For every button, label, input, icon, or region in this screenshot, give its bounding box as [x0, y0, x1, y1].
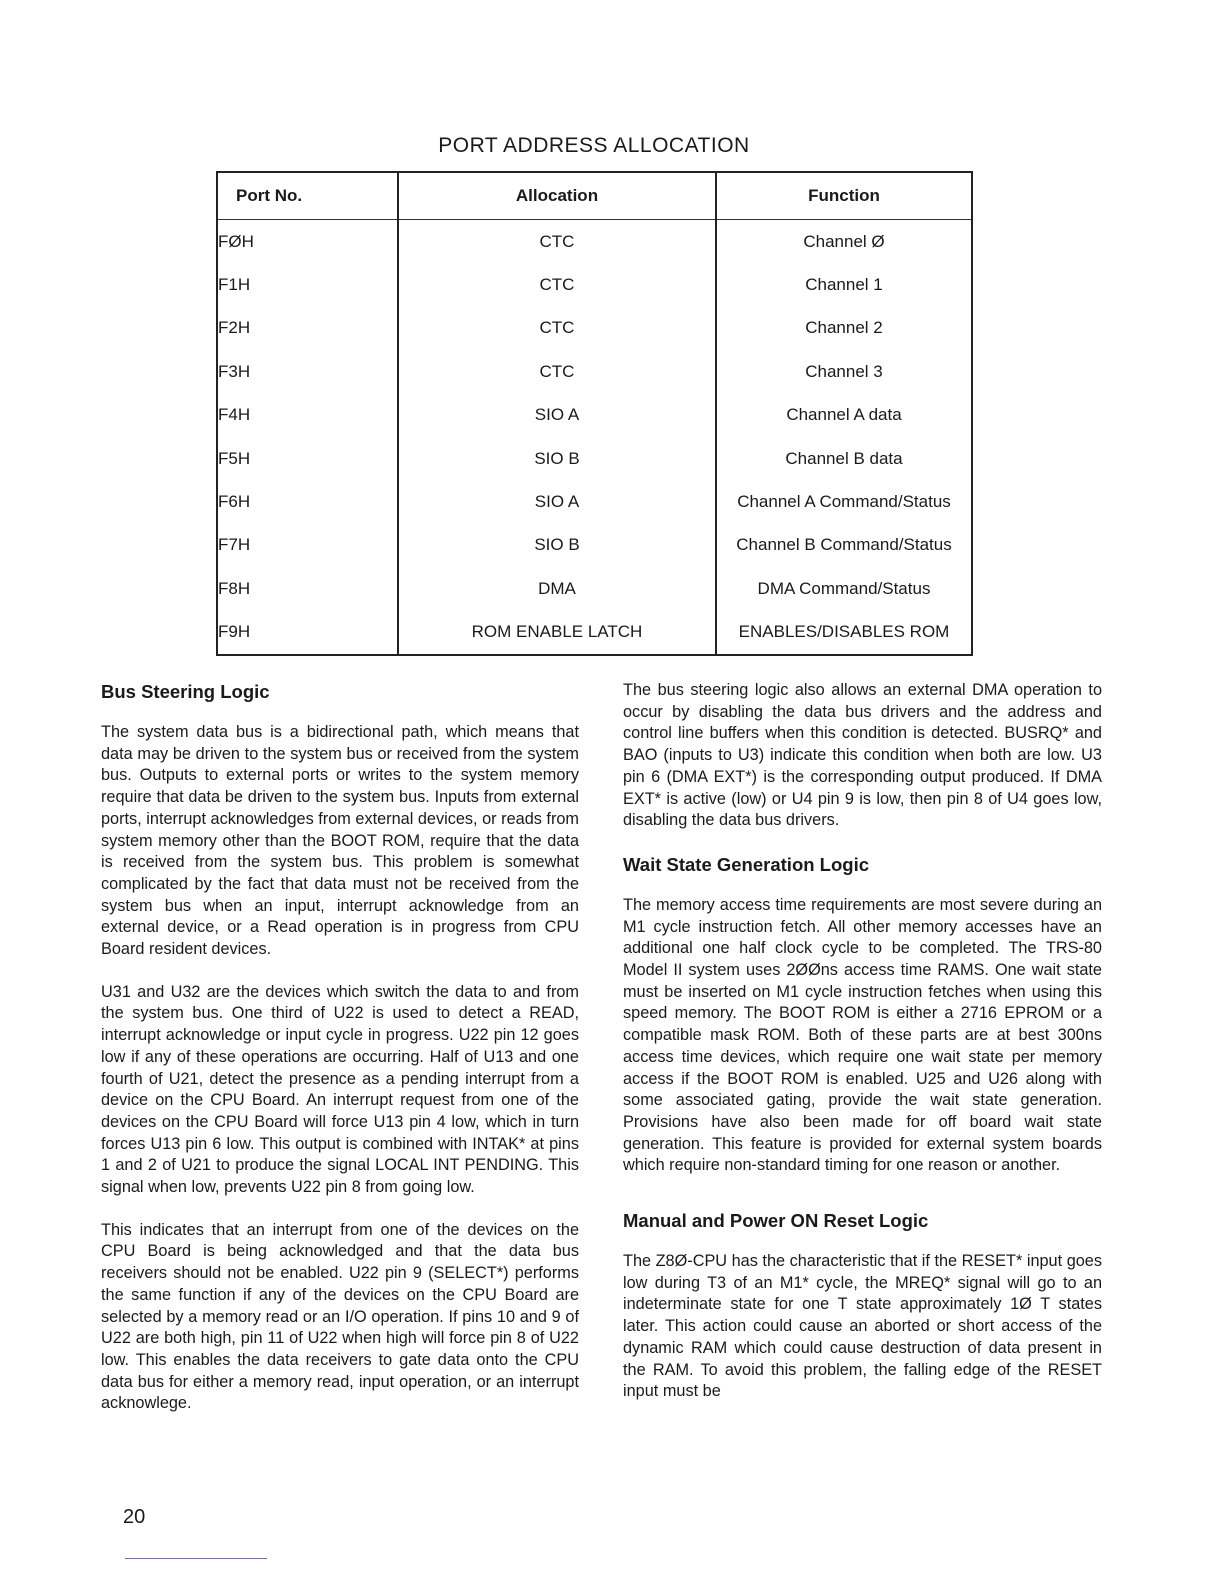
table-title: PORT ADDRESS ALLOCATION: [438, 134, 750, 157]
port-cell: F6H: [217, 480, 398, 523]
port-cell: F8H: [217, 567, 398, 610]
port-cell: F4H: [217, 394, 398, 437]
table-row: [217, 480, 972, 523]
allocation-cell: ROM ENABLE LATCH: [398, 611, 716, 655]
function-cell: Channel A Command/Status: [716, 480, 972, 523]
header-allocation: Allocation: [398, 172, 716, 220]
table-row: [217, 437, 972, 480]
function-cell: Channel Ø: [716, 220, 972, 264]
port-cell: F2H: [217, 307, 398, 350]
paragraph: This indicates that an interrupt from one of the devices on the CPU Board is being acknowledged and that the data bus receivers should not be enabled. U22 pin 9 (SELECT*) performs the same function if any of the devices on the CPU Board are selected by a memory read or an I/O operation. If pins 10 and 9 of U22 are both high, pin 11 of U22 when high will force pin 8 of U22 low. This enables the data receivers to gate data onto the CPU data bus for either a memory read, input operation, or an interrupt acknowlege.: [101, 1220, 579, 1413]
function-cell: ENABLES/DISABLES ROM: [716, 611, 972, 655]
table-header-row: [217, 172, 972, 220]
header-port-no: Port No.: [217, 172, 398, 220]
function-cell: Channel 1: [716, 263, 972, 306]
table-row: [217, 394, 972, 437]
function-cell: Channel A data: [716, 394, 972, 437]
function-cell: Channel B data: [716, 437, 972, 480]
table-row: [217, 220, 972, 264]
section-heading-bus-steering: Bus Steering Logic: [101, 681, 270, 702]
port-cell: F3H: [217, 350, 398, 393]
right-column: [623, 680, 1102, 1424]
paragraph: The memory access time requirements are most severe during an M1 cycle instruction fetch. All other memory accesses have an additional one half clock cycle to be completed. The TRS-80 Model II system uses 2ØØns access time RAMS. One wait state must be inserted on M1 cycle instruction fetches when using this speed memory. The BOOT ROM is either a 2716 EPROM or a compatible mask ROM. Both of these parts are at best 300ns access time devices, which require one wait state per memory access if the BOOT ROM is enabled. U25 and U26 along with some associated gating, provide the wait state generation. Provisions have also been made for off board wait state generation. This feature is provided for external system boards which require non-standard timing for one reason or another.: [623, 895, 1102, 1175]
left-column: [101, 680, 579, 1436]
paragraph: U31 and U32 are the devices which switch the data to and from the system bus. One third of U22 is used to detect a READ, interrupt acknowledge or input cycle in progress. U22 pin 12 goes low if any of these operations are occurring. Half of U13 and one fourth of U21, detect the presence as a pending interrupt from a device on the CPU Board. An interrupt request from one of the devices on the CPU Board will force U13 pin 4 low, which in turn forces U13 pin 6 low. This output is combined with INTAK* at pins 1 and 2 of U21 to produce the signal LOCAL INT PENDING. This signal when low, prevents U22 pin 8 from going low.: [101, 982, 579, 1197]
port-cell: F7H: [217, 524, 398, 567]
allocation-cell: CTC: [398, 350, 716, 393]
allocation-cell: DMA: [398, 567, 716, 610]
allocation-cell: SIO A: [398, 480, 716, 523]
page-number: 20: [123, 1506, 146, 1528]
paragraph: The system data bus is a bidirectional path, which means that data may be driven to the system bus or received from the system bus. Outputs to external ports or writes to the system memory require that data be driven to the system bus. Inputs from external ports, interrupt acknowledges from external devices, or reads from system memory other than the BOOT ROM, require that the data is received from the system bus. This problem is somewhat complicated by the fact that data must not be received from the system bus when an input, interrupt acknowledge from an external device, or a Read operation is in progress from CPU Board resident devices.: [101, 723, 579, 959]
allocation-cell: SIO B: [398, 524, 716, 567]
function-cell: Channel 3: [716, 350, 972, 393]
table-row: [217, 567, 972, 610]
header-function: Function: [716, 172, 972, 220]
table-row: [217, 524, 972, 567]
table-row: [217, 307, 972, 350]
allocation-cell: SIO A: [398, 394, 716, 437]
function-cell: DMA Command/Status: [716, 567, 972, 610]
function-cell: Channel 2: [716, 307, 972, 350]
port-cell: F1H: [217, 263, 398, 306]
paragraph: The bus steering logic also allows an external DMA operation to occur by disabling the data bus drivers and the address and control line buffers when this condition is detected. BUSRQ* and BAO (inputs to U3) indicate this condition when both are low. U3 pin 6 (DMA EXT*) is the corresponding output produced. If DMA EXT* is active (low) or U4 pin 9 is low, then pin 8 of U4 goes low, disabling the data bus drivers.: [623, 681, 1102, 830]
port-cell: FØH: [217, 220, 398, 264]
port-allocation-table: [216, 171, 973, 656]
allocation-cell: CTC: [398, 263, 716, 306]
table-row: [217, 263, 972, 306]
table-row: [217, 350, 972, 393]
section-heading-reset-logic: Manual and Power ON Reset Logic: [623, 1210, 929, 1232]
table-row: [217, 611, 972, 655]
footer-rule: [125, 1558, 267, 1559]
port-cell: F5H: [217, 437, 398, 480]
allocation-cell: SIO B: [398, 437, 716, 480]
port-cell: F9H: [217, 611, 398, 655]
function-cell: Channel B Command/Status: [716, 524, 972, 567]
allocation-cell: CTC: [398, 220, 716, 264]
section-heading-wait-state: Wait State Generation Logic: [623, 853, 870, 875]
allocation-cell: CTC: [398, 307, 716, 350]
paragraph: The Z8Ø-CPU has the characteristic that if the RESET* input goes low during T3 of an M1* cycle, the MREQ* signal will go to an indeterminate state for one T state approximately 1Ø T states later. This action could cause an aborted or short access of the dynamic RAM which could cause destruction of data present in the RAM. To avoid this problem, the falling edge of the RESET input must be: [623, 1252, 1102, 1401]
